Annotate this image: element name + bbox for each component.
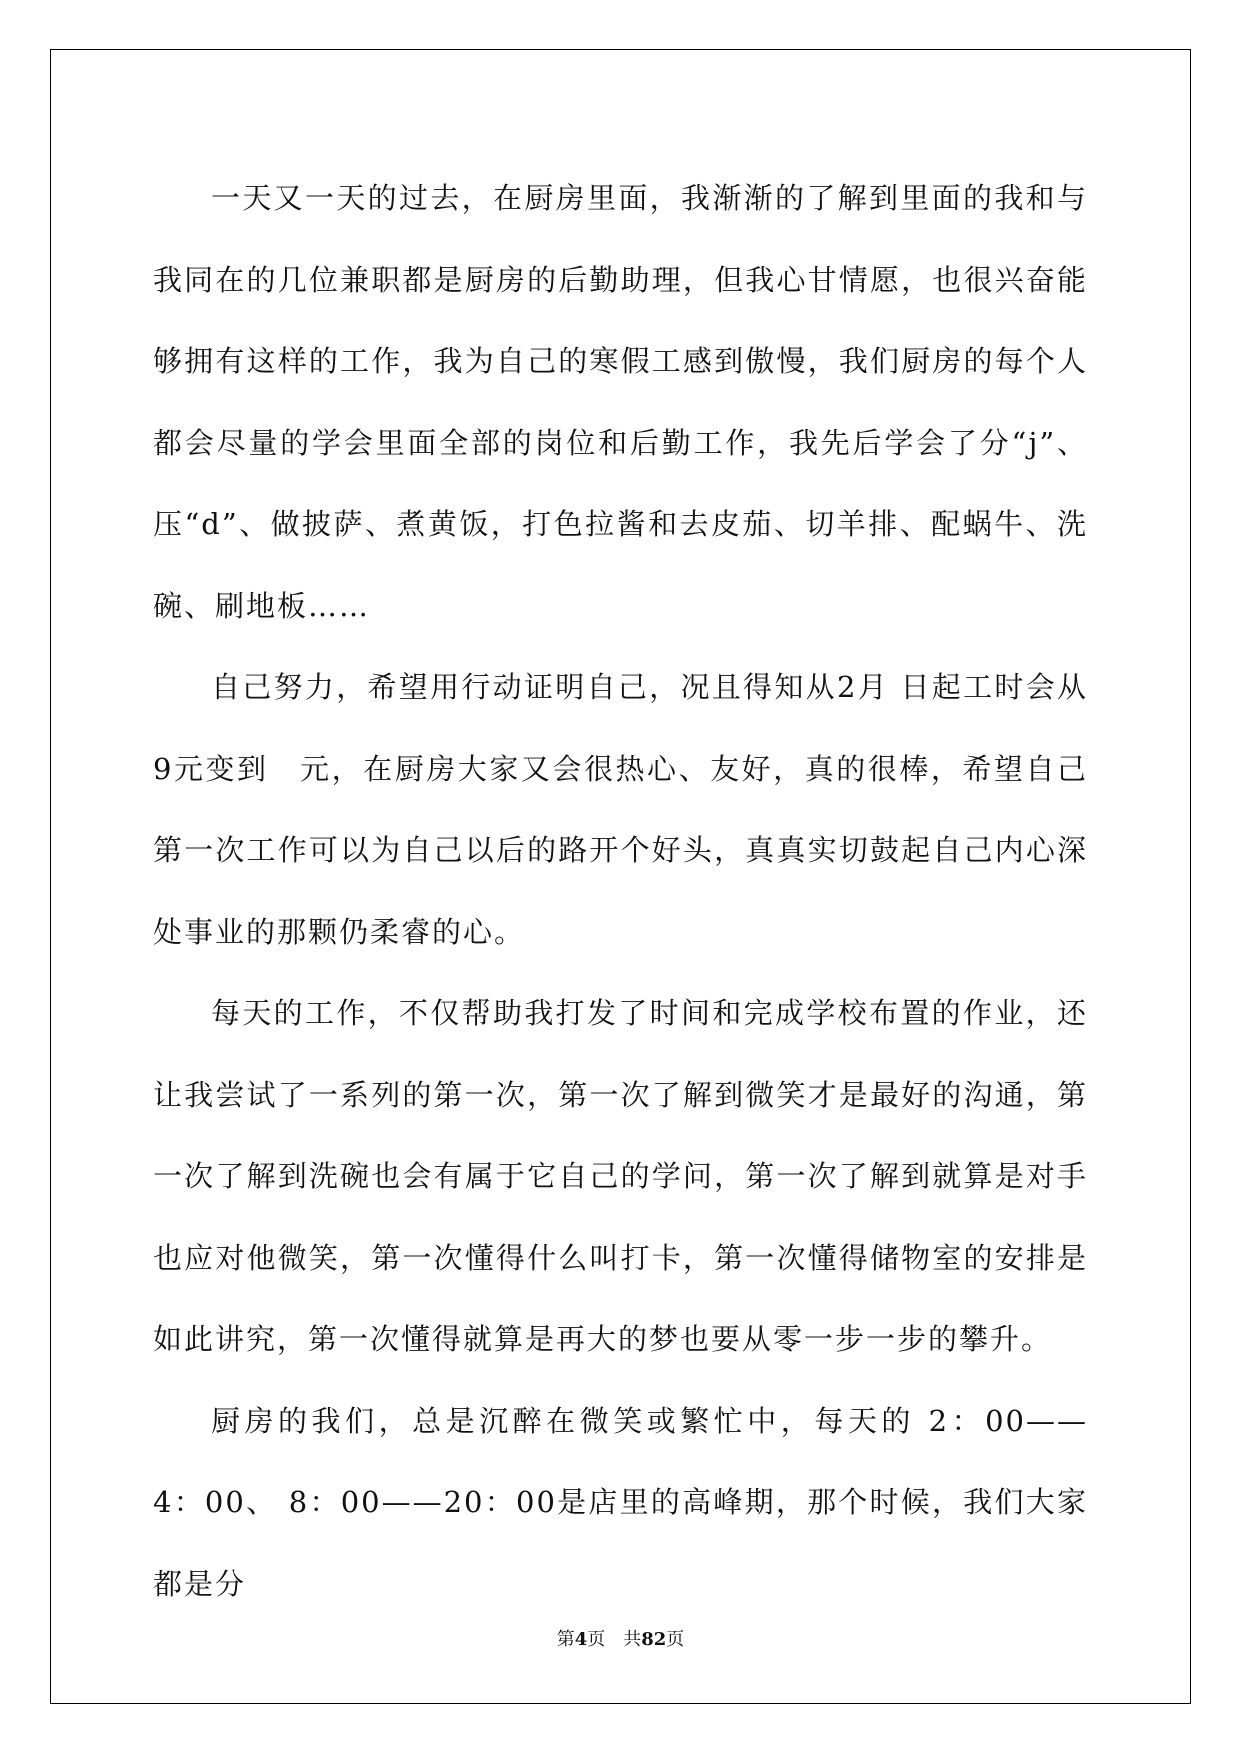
footer-prefix: 第	[556, 1629, 575, 1650]
document-body	[153, 158, 1088, 1625]
footer-mid: 页 共	[587, 1629, 642, 1650]
total-page-number: 82	[641, 1629, 667, 1650]
page-footer	[0, 1625, 1241, 1651]
paragraph-2: 自己努力，希望用行动证明自己，况且得知从2月 日起工时会从9元变到 元，在厨房大家又会很热心、友好，真的很棒，希望自己第一次工作可以为自己以后的路开个好头，真真实切鼓起自己内心深处事业的那颗仍柔睿的心。	[153, 670, 1088, 949]
current-page-number: 4	[574, 1629, 588, 1650]
paragraph-3: 每天的工作，不仅帮助我打发了时间和完成学校布置的作业，还让我尝试了一系列的第一次，第一次了解到微笑才是最好的沟通，第一次了解到洗碗也会有属于它自己的学问，第一次了解到就算是对手也应对他微笑，第一次懂得什么叫打卡，第一次懂得储物室的安排是如此讲究，第一次懂得就算是再大的梦也要从零一步一步的攀升。	[153, 996, 1088, 1356]
paragraph-1: 一天又一天的过去，在厨房里面，我渐渐的了解到里面的我和与我同在的几位兼职都是厨房的后勤助理，但我心甘情愿，也很兴奋能够拥有这样的工作，我为自己的寒假工感到傲慢，我们厨房的每个人都会尽量的学会里面全部的岗位和后勤工作，我先后学会了分“j”、压“d”、做披萨、煮黄饭，打色拉酱和去皮茄、切羊排、配蜗牛、洗碗、刷地板……	[153, 181, 1088, 623]
paragraph-4: 厨房的我们，总是沉醉在微笑或繁忙中，每天的 2：00—— 4：00、 8：00——20：00是店里的高峰期，那个时候，我们大家都是分	[153, 1403, 1088, 1601]
footer-suffix: 页	[666, 1629, 685, 1650]
